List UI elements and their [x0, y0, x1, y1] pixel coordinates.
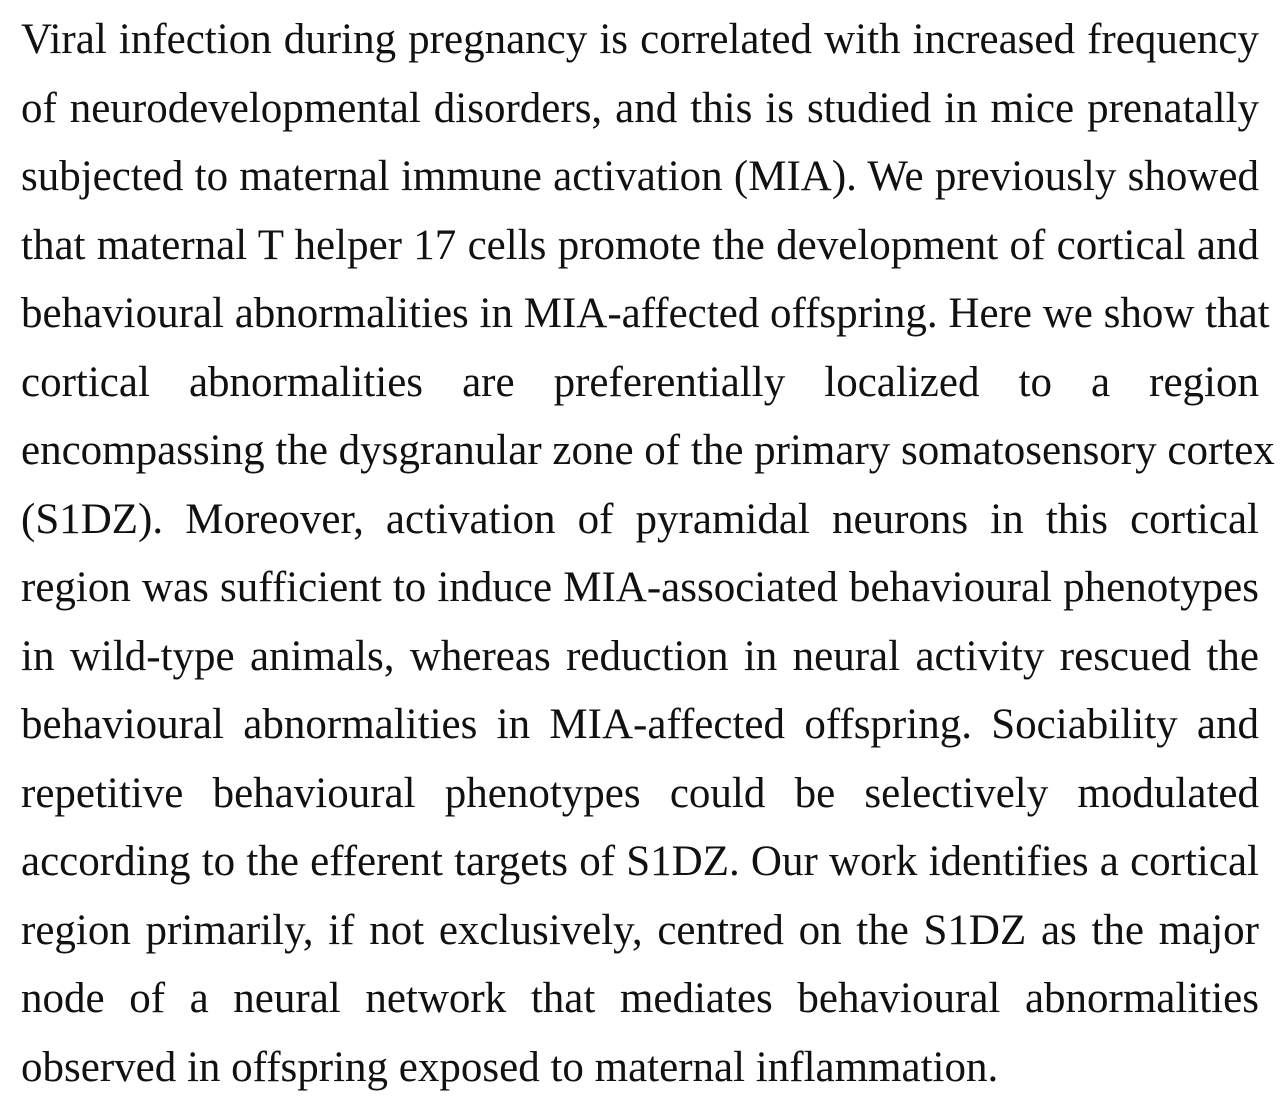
paragraph-line: according to the efferent targets of S1DZ. Our work identifies a cortical: [21, 838, 1259, 885]
paragraph-line: Viral infection during pregnancy is correlated with increased frequency: [21, 16, 1259, 63]
abstract-paragraph: [21, 6, 1275, 1102]
paragraph-line: behavioural abnormalities in MIA-affected offspring. Sociability and: [21, 701, 1259, 748]
paragraph-line: repetitive behavioural phenotypes could be selectively modulated: [21, 769, 1259, 817]
paragraph-line: observed in offspring exposed to maternal inflammation.: [21, 1043, 999, 1091]
paragraph-line: encompassing the dysgranular zone of the primary somatosensory cortex: [21, 427, 1275, 474]
paragraph-line: region primarily, if not exclusively, centred on the S1DZ as the major: [21, 906, 1259, 954]
paragraph-line: behavioural abnormalities in MIA-affected offspring. Here we show that: [21, 290, 1270, 337]
paragraph-line: in wild-type animals, whereas reduction in neural activity rescued the: [21, 632, 1259, 680]
paragraph-line: cortical abnormalities are preferentially localized to a region: [21, 358, 1259, 406]
paragraph-line: region was sufficient to induce MIA-associated behavioural phenotypes: [21, 564, 1259, 611]
paragraph-line: of neurodevelopmental disorders, and this is studied in mice prenatally: [21, 84, 1259, 132]
paragraph-line: (S1DZ). Moreover, activation of pyramidal neurons in this cortical: [21, 495, 1259, 543]
paragraph-line: that maternal T helper 17 cells promote the development of cortical and: [21, 221, 1259, 269]
paragraph-line: subjected to maternal immune activation (MIA). We previously showed: [21, 153, 1259, 200]
paragraph-line: node of a neural network that mediates behavioural abnormalities: [21, 975, 1259, 1022]
